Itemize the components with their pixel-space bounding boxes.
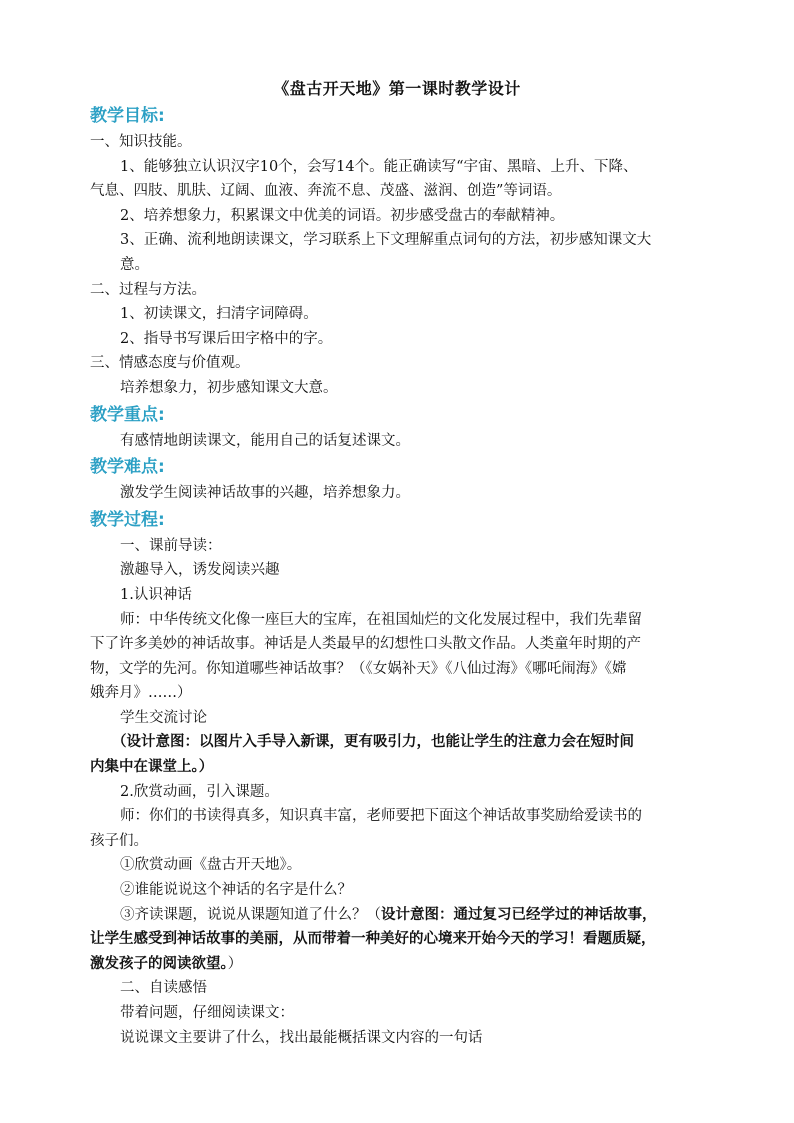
process-step-2: 2.欣赏动画，引入课题。 (120, 783, 279, 800)
design-intent-1b: 内集中在课堂上。） (90, 758, 214, 776)
knowledge-heading: 一、知识技能。 (90, 134, 192, 150)
knowledge-item-1a: 1、能够独立认识汉字10个，会写14个。能正确读写“宇宙、黑暗、上升、下降、 (120, 158, 638, 175)
circled-item-3 (90, 903, 710, 928)
teacher-speech-2b: 孩子们。 (90, 832, 148, 849)
design-intent-2b: 让学生感受到神话故事的美丽，从而带着一种美好的心境来开始今天的学习！看题质疑， (90, 930, 656, 948)
process-item-2: 2、指导书写课后田字格中的字。 (120, 330, 333, 347)
process-step-1: 一、课前导读： (120, 537, 222, 554)
design-intent-2a: 设计意图：通过复习已经学过的神话故事， (381, 905, 657, 923)
teaching-goals-heading: 教学目标: (90, 106, 165, 126)
teacher-speech-2a: 师：你们的书读得真多，知识真丰富，老师要把下面这个神话故事奖励给爱读书的 (120, 808, 642, 825)
process-step-3: 二、自读感悟 (120, 980, 207, 997)
teacher-speech-1d: 娥奔月》……） (90, 685, 192, 702)
process-item-1: 1、初读课文，扫清字词障碍。 (120, 306, 318, 323)
teacher-speech-1b: 下了许多美妙的神话故事。神话是人类最早的幻想性口头散文作品。人类童年时期的产 (90, 636, 641, 653)
circled-item-3-text: ③齐读课题，说说从课题知道了什么？（ (120, 906, 381, 923)
emotion-item-1: 培养想象力，初步感知课文大意。 (120, 379, 338, 396)
key-points-heading: 教学重点: (90, 404, 165, 425)
emotion-heading: 三、情感态度与价值观。 (90, 355, 250, 372)
process-step-1b: 1.认识神话 (120, 586, 192, 603)
page-title: 《盘古开天地》第一课时教学设计 (273, 79, 521, 98)
process-step-1a: 激趣导入，诱发阅读兴趣 (120, 562, 280, 579)
key-points-text: 有感情地朗读课文，能用自己的话复述课文。 (120, 432, 410, 449)
design-intent-2d: ） (227, 955, 243, 972)
knowledge-item-3a: 3、正确、流利地朗读课文，学习联系上下文理解重点词句的方法，初步感知课文大 (120, 232, 652, 249)
circled-item-1: ①欣赏动画《盘古开天地》。 (120, 857, 302, 874)
knowledge-item-2: 2、培养想象力，积累课文中优美的词语。初步感受盘古的奉献精神。 (120, 207, 565, 224)
document-body (90, 102, 710, 1050)
design-intent-2-line (90, 952, 710, 977)
design-intent-2c: 激发孩子的阅读欲望。 (90, 954, 228, 972)
teacher-speech-1a: 师：中华传统文化像一座巨大的宝库，在祖国灿烂的文化发展过程中，我们先辈留 (120, 611, 642, 628)
student-discussion: 学生交流讨论 (120, 709, 207, 726)
process-method-heading: 二、过程与方法。 (90, 281, 206, 298)
knowledge-item-3b: 意。 (120, 256, 149, 273)
difficulty-heading: 教学难点: (90, 457, 165, 478)
teacher-speech-1c: 物，文学的先河。你知道哪些神话故事？（《女娲补天》《八仙过海》《哪吒闹海》《嫦 (90, 660, 627, 677)
design-intent-1a: （设计意图：以图片入手导入新课，更有吸引力，也能让学生的注意力会在短时间 (112, 733, 634, 751)
difficulty-text: 激发学生阅读神话故事的兴趣，培养想象力。 (120, 485, 410, 502)
circled-item-2: ②谁能说说这个神话的名字是什么？ (120, 882, 352, 899)
teaching-process-heading: 教学过程: (90, 509, 165, 530)
process-step-3a: 带着问题，仔细阅读课文： (120, 1005, 294, 1021)
knowledge-item-1b: 气息、四肢、肌肤、辽阔、血液、奔流不息、茂盛、滋润、创造”等词语。 (90, 183, 562, 200)
process-step-3b: 说说课文主要讲了什么，找出最能概括课文内容的一句话 (120, 1029, 483, 1046)
